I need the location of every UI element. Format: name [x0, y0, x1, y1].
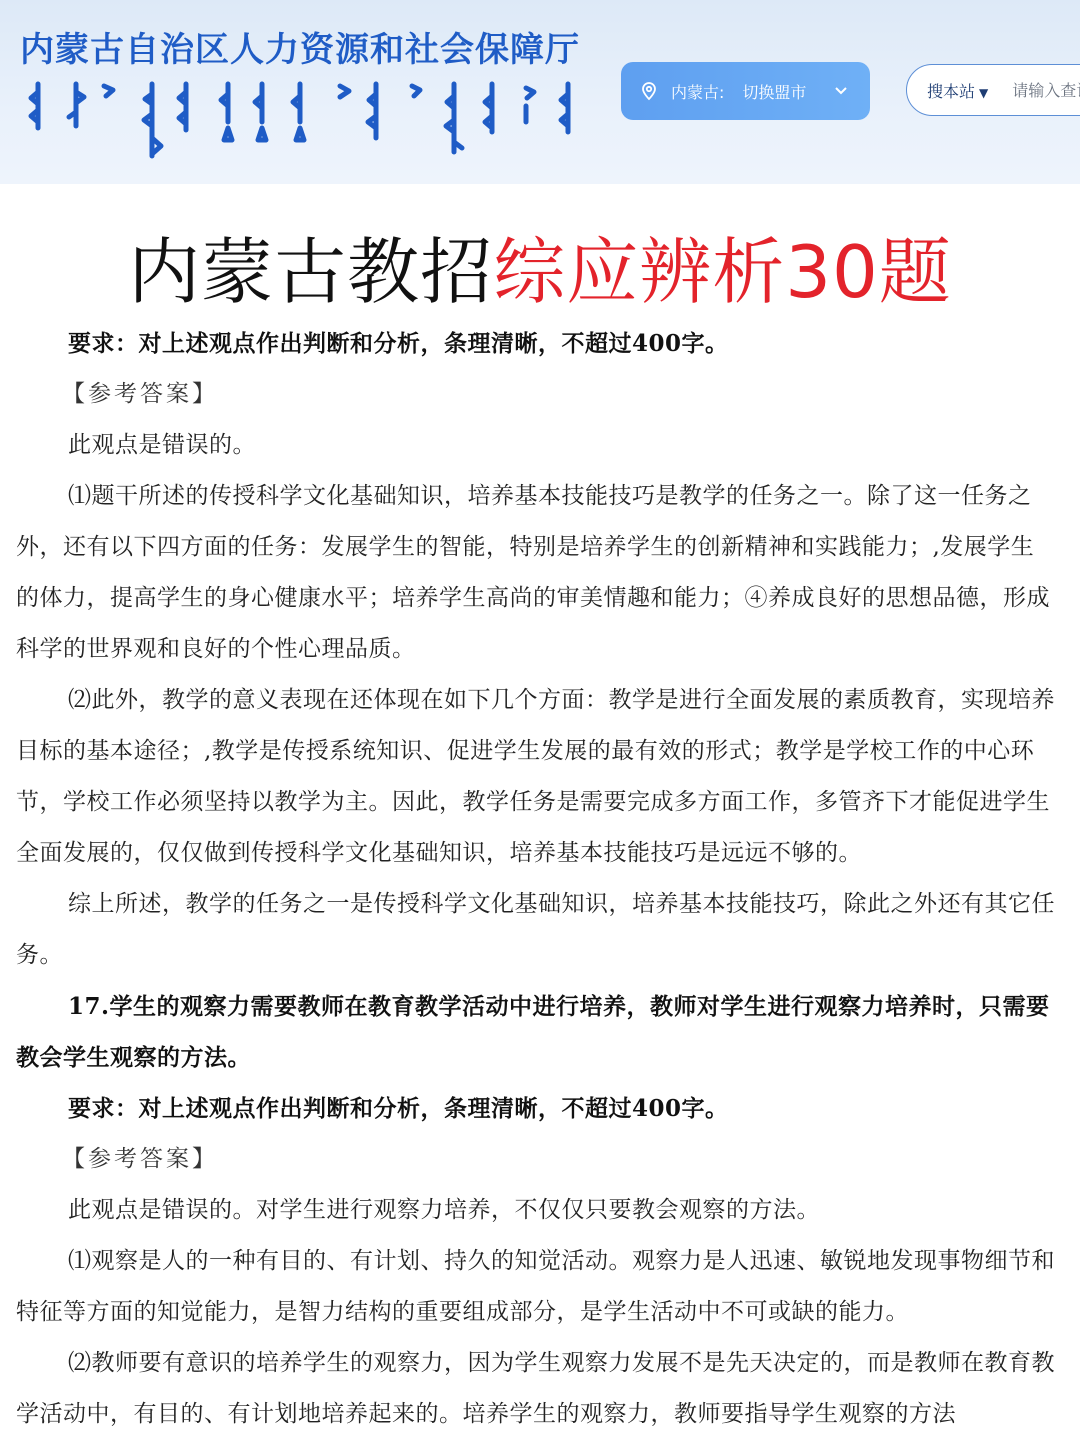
- chevron-down-icon: [834, 84, 848, 98]
- answer-summary: 综上所述，教学的任务之一是传授科学文化基础知识，培养基本技能技巧，除此之外还有其它任务。: [16, 891, 1055, 968]
- search-input[interactable]: [1012, 81, 1080, 100]
- region-switch-label: 切换盟市: [742, 82, 807, 102]
- search-scope-label: 搜本站: [927, 81, 976, 101]
- search-scope-dropdown[interactable]: [927, 79, 988, 102]
- answer-lead: 此观点是错误的。: [68, 432, 256, 458]
- mongolian-script-logo: [24, 78, 594, 166]
- answer-paragraph: ⑵此外，教学的意义表现在还体现在如下几个方面：教学是进行全面发展的素质教育，实现培养目标的基本途径；,教学是传授系统知识、促进学生发展的最有效的形式；教学是学校工作的中心环节，学校工作必须坚持以教学为主。因此，教学任务是需要完成多方面工作，多管齐下才能促进学生全面发展的，仅仅做到传授科学文化基础知识，培养基本技能技巧是远远不够的。: [16, 687, 1055, 866]
- answer-paragraph: ⑵教师要有意识的培养学生的观察力，因为学生观察力发展不是先天决定的，而是教师在教育教学活动中，有目的、有计划地培养起来的。培养学生的观察力，教师要指导学生观察的方法: [16, 1350, 1055, 1427]
- question-17: 17.学生的观察力需要教师在教育教学活动中进行培养，教师对学生进行观察力培养时，只需要教会学生观察的方法。: [16, 993, 1050, 1071]
- title-part-black: 内蒙古教招: [128, 230, 494, 314]
- requirement-text: 要求：对上述观点作出判断和分析，条理清晰，不超过400字。: [68, 330, 729, 357]
- answer-paragraph: ⑴观察是人的一种有目的、有计划、持久的知觉活动。观察力是人迅速、敏锐地发现事物细节和特征等方面的知觉能力，是智力结构的重要组成部分，是学生活动中不可或缺的能力。: [16, 1248, 1055, 1325]
- requirement-text: 要求：对上述观点作出判断和分析，条理清晰，不超过400字。: [68, 1095, 729, 1122]
- site-header: [0, 0, 1080, 184]
- title-part-red: 综应辨析30题: [493, 230, 952, 314]
- reference-answer-heading: 【参考答案】: [62, 381, 218, 407]
- caret-down-icon: ▼: [979, 85, 989, 100]
- site-search-box: [906, 64, 1080, 116]
- answer-paragraph: ⑴题干所述的传授科学文化基础知识，培养基本技能技巧是教学的任务之一。除了这一任务之外，还有以下四方面的任务：发展学生的智能，特别是培养学生的创新精神和实践能力；,发展学生的体力，提高学生的身心健康水平；培养学生高尚的审美情趣和能力；④养成良好的思想品德，形成科学的世界观和良好的个性心理品质。: [16, 483, 1050, 662]
- region-switch-button[interactable]: [621, 62, 870, 120]
- document-body: [16, 318, 1056, 1440]
- answer-lead: 此观点是错误的。对学生进行观察力培养，不仅仅只要教会观察的方法。: [68, 1197, 820, 1223]
- region-label: 内蒙古:: [671, 82, 725, 102]
- reference-answer-heading: 【参考答案】: [62, 1146, 218, 1172]
- location-pin-icon: [639, 81, 659, 101]
- site-title[interactable]: 内蒙古自治区人力资源和社会保障厅: [20, 30, 580, 70]
- page-title: [0, 214, 1080, 318]
